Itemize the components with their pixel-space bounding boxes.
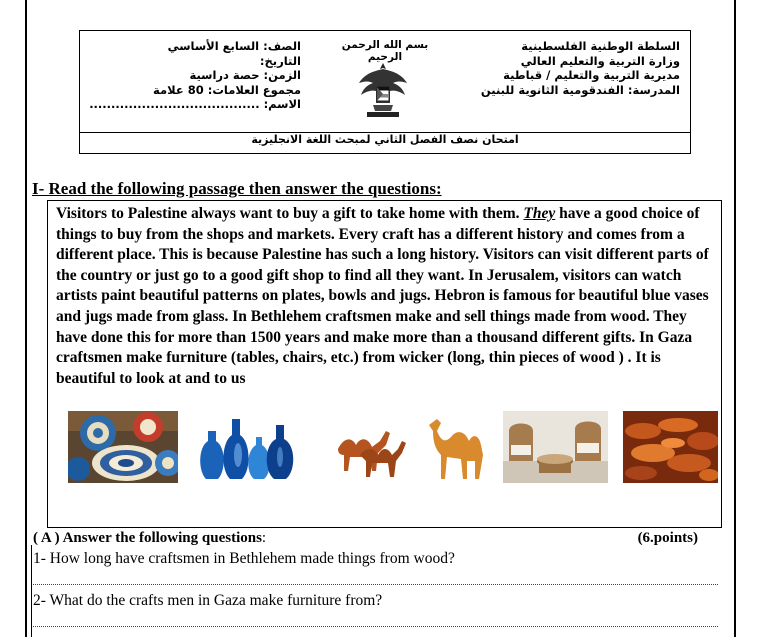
header-line: الصف: السابع الأساسي [167, 39, 301, 53]
header-line: المدرسة: الفندقومية الثانوية للبنين [480, 82, 680, 97]
question-2: 2- What do the crafts men in Gaza make furniture from? [33, 592, 383, 609]
header-authority-block [480, 39, 680, 97]
passage-text-rest: have a good choice of things to buy from the shops and markets. Every craft has a different history and comes from a different place. This is because Palestine has such a long history. Visitors can visit different parts of the country or just go to a good gift shop to find all they want. In Jerusalem, visitors can watch artists paint beautiful patterns on plates, bowls and jugs. Hebron is famous for beautiful blue vases and jugs made from glass. In Bethlehem craftsmen make and sell things made from wood. They have done this for more than 1500 years and make more than a thousand different gifts. In Gaza craftsmen make furniture (tables, chairs, etc.) from wicker (long, thin pieces of wood ) . It is beautiful to look at and to us [56, 205, 709, 387]
wooden-camel-image [423, 411, 493, 483]
points-label: (6.points) [637, 530, 698, 546]
passage-text-start: Visitors to Palestine always want to buy a gift to take home with them. [56, 205, 524, 222]
page-border-right [734, 0, 736, 637]
section-heading: I- Read the following passage then answer the questions: [32, 179, 442, 198]
exam-title: امتحان نصف الفصل الثاني لمبحث اللغة الانجليزية [251, 133, 519, 146]
blue-glass-vases-image [198, 411, 303, 483]
header-line: السلطة الوطنية الفلسطينية [521, 39, 680, 53]
palestinian-eagle-emblem-icon [355, 59, 411, 119]
header-line: الزمن: حصة دراسية [189, 68, 301, 82]
ceramic-plates-image [68, 411, 178, 483]
answer-line-1[interactable] [33, 584, 718, 586]
questions-part-a-heading [33, 530, 698, 547]
passage-highlight-word: They [523, 205, 556, 222]
exam-header [79, 30, 691, 154]
olive-wood-camels-image [623, 411, 718, 483]
question-1: 1- How long have craftsmen in Bethlehem made things from wood? [33, 550, 455, 567]
header-line: مديرية التربية والتعليم / قباطية [503, 68, 680, 82]
left-margin-rule [31, 545, 32, 637]
header-line: مجموع العلامات: 80 علامة [153, 82, 301, 97]
part-a-label: ( A ) Answer the following questions [33, 530, 262, 546]
part-a-colon: : [261, 530, 267, 546]
reading-passage-box [47, 200, 722, 528]
reading-passage [56, 204, 716, 389]
wooden-camels-image [330, 411, 410, 483]
basmala: بسم الله الرحمن الرحيم [341, 39, 429, 63]
header-line: وزارة التربية والتعليم العالي [520, 53, 680, 68]
craft-pictures-row [68, 411, 708, 486]
answer-line-2[interactable] [33, 626, 718, 628]
student-name-line: الاسم: ....................................... [89, 97, 301, 111]
header-exam-info-block [86, 39, 301, 112]
wicker-furniture-image [503, 411, 608, 483]
header-line: التاريخ: [259, 53, 301, 68]
page-border-left [25, 0, 27, 637]
